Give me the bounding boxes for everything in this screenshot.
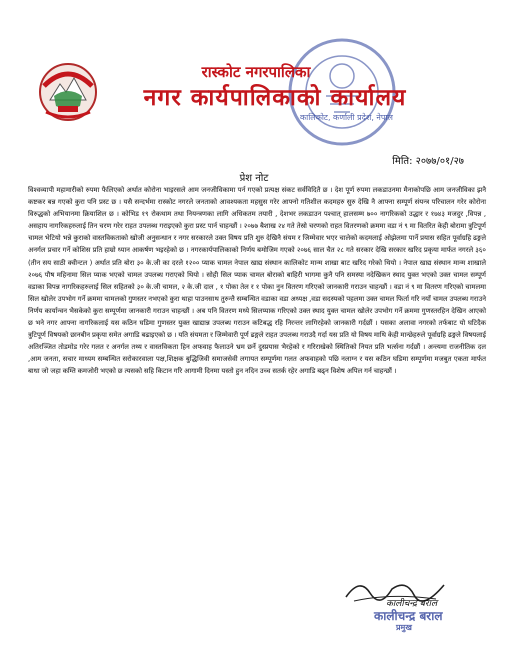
municipality-name: रास्कोट नगरपालिका xyxy=(201,63,311,81)
seal-address: कालिकोट, कर्णाली प्रदेश, नेपाल xyxy=(300,113,393,122)
press-note-body: विश्वव्यापी महामारीको रुपमा फैलिएको अर्थात कोरोना भाइरसले आम जनजीविकामा पर्न गएको प्रत्यक्ष संकट सर्वविदितै छ । देश पूर्ण रुपमा लकडाउनमा मैनाकोपछि आम जनजीविका झनै कष्टकर बन्न गएको कुरा पनि प्रस्ट छ । यसै सन्दर्भमा रास्कोट नगरले जनताको आवश्यकता महसुस गरेर आफ्नो गतिशील कदमहरु सुरु देखि नै आफ्ना सम्पूर्ण संयन्त्र परिचालन गरेर कोरोना विरुद्धको अभियानमा क्रियाशिल छ । कोभिड १९ रोकथाम तथा नियन्त्रणका लागि अधिकतम तयारी , देशभर लकडाउन पश्चात् हालसम्म ७०० नागरिकको उद्धार र १७४३ मजदुर ,विपन्न , असहाय नागरिकहरुलाई तिन चरण गरेर राहत उपलब्ध गराइएको कुरा प्रस्ट पार्न चाहन्छौं । २०७७ बैशाख २४ गते तेस्रो चरणको राहत वितरणको क्रममा वडा नं ९ मा वितरित केही बोरामा त्रुटिपूर्ण चामल भेटियो भन्ने कुराको वास्तविकताको खोजी अनुसन्धान र नगर सरकारले उक्त विषय प्रति शुरु देखिनै संयम र जिम्मेवार भएर चालेको कदमलाई ओझेलमा पार्ने प्रयास सहित पूर्वाग्रहि ढङ्गले अनर्गल प्रचार गर्ने कोशिस प्रति हाम्रो ध्यान आकर्षण भइरहेको छ । नगरकार्यपालिकाको निर्णय बमोजिम गएको २०७६ साल चैत २८ गते सरकार देखि सरकार खरिद प्रकृया मार्फत नगरले ३६० (तीन सय साठी क्वीन्टल ) अर्थात प्रति बोरा ३० के.जी का दरले १२०० प्याक चामल नेपाल खाद्य संस्थान कालिकोट मान्म शाखा बाट खरिद गरेको थियो । नेपाल खाद्य संस्थान मान्म शाखाले २०७६ पौष महिनामा सिल प्याक भएको चामल उपलब्ध गराएको थियो । सोही सिल प्याक चामल बोराको बाहिरी भागमा कुनै पनि समस्या नदेखिकन स्थाद युक्त भएको उक्त चामल सम्पूर्ण वडाका विपन्न नागरिकहरुलाई सिल सहितको ३० के.जी चामल, २ के.जी दाल , १ पोका तेल र १ पोका नुन वितरण गरिएको जानकारी गराउन चाहन्छौं । वडा नं ९ मा वितरण गरिएको चामलमा सिल खोलेर उपभोग गर्ने क्रममा चामलको गुणस्तर नभएको कुरा थाहा पाउनसाथ तुरुन्तै सम्बन्धित वडाका वडा अध्यक्ष ,वडा सदस्यको पहलमा उक्त चामल फिर्ता गरि नयाँ चामल उपलब्ध गराउने निर्णय कार्यान्वन भैसकेको कुरा सम्पूर्णमा जानकारी गराउन चाहन्छौं । अब पनि वितरण मध्ये सिलप्याक गरिएको उक्त स्थाद युक्त चामल खोलेर उपभोग गर्ने क्रममा गुणस्तरहिन देखिन आएको छ भने नगर आफ्ना नागरिकलाई यस कठिन घडिमा गुणस्तर युक्त खाद्यान्न उपलब्ध गराउन कटिबद्ध रहि निरन्तर लागिरहेको जानकारी गर्दछौं । यसका अलावा नगरको तर्फबाट यो घटिदैक त्रुटिपूर्ण विषयको छानबीन प्रकृया समेत अगाडि बढाइएको छ । यति संयमता र जिम्मेवारी पूर्ण ढङ्गले राहत उपलब्ध गराउदै गर्दा यस प्रति यो विषय माथि केही मान्छेहरुले पूर्वाग्रहि ढङ्गले विषयलाई अतिरञ्जित तोडमोड गरेर गलत र अनर्गल तथ्य र वास्तविकता हिन अफवाह फैलाउने भ्रम छर्ने दुस्प्रयास भैरहेको र गरिराखेको स्थितिको नियत प्रति भर्त्सना गर्दछौं । अन्त्यमा राजनीतिक दल ,आम जनता, सचार माध्यम सम्बन्धित सरोकारवाला पक्ष,शिक्षक बुद्धिजिवी समाजसेवी लगायत सम्पूर्णमा गलत अफवाहको पछि नलाग्न र यस कठिन घडिमा सम्पूर्णमा मजबुत एकता मार्फत बाधा जो जहा कम्ति कमजोरी भएको छ त्यसको सहि किटान गरि आगामी दिनमा यस्तो हुन नदिन उच्च सतर्क रहेर अगाडि बढ्न विशेष अपिल गर्न चाहन्छौं । xyxy=(28,186,486,376)
signatory-title: प्रमुख xyxy=(396,623,412,632)
document-date: मिति: २०७७/०१/२७ xyxy=(392,156,464,167)
signatory-name: कालीचन्द्र बराल xyxy=(386,599,438,609)
signatory-stamp: कालीचन्द्र बराल xyxy=(374,609,443,623)
nepal-emblem-icon xyxy=(36,56,100,122)
document-title: प्रेश नोट xyxy=(239,173,269,184)
office-name: नगर कार्यपालिकाको कार्यालय xyxy=(143,85,407,111)
